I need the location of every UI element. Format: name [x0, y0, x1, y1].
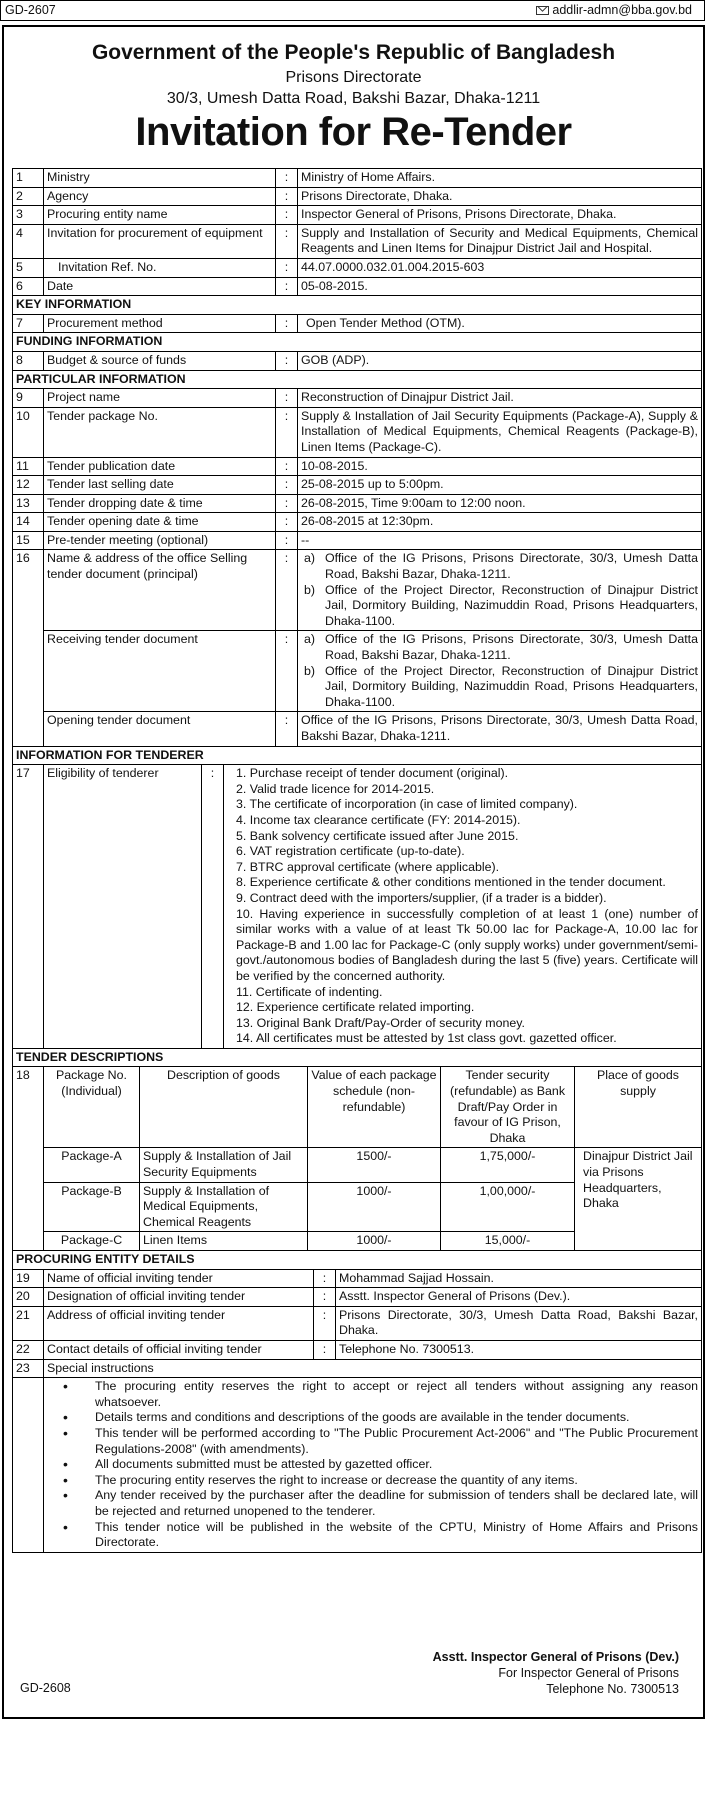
list-item: 6. VAT registration certificate (up-to-date). — [236, 844, 465, 859]
row-value: Supply & Installation of Jail Security Equipments (Package-A), Supply & Installation of Medical Equipments, Chemical Reagents (Package-B), Linen Items (Package-C). — [298, 407, 702, 457]
eligibility-list — [224, 765, 702, 1049]
row-no: 1 — [13, 169, 44, 188]
table-row — [13, 765, 702, 1049]
row-no: 18 — [13, 1067, 44, 1251]
eligibility-table — [12, 764, 702, 1067]
row-no: 12 — [13, 476, 44, 495]
table-row — [13, 314, 702, 333]
package-value: 1000/- — [308, 1232, 441, 1251]
table-row — [13, 476, 702, 495]
row-label: Project name — [44, 389, 276, 408]
table-row — [13, 513, 702, 532]
list-item: • This tender notice will be published in the website of the CPTU, Ministry of Home Affairs and Prisons Directorate. — [47, 1520, 698, 1551]
row-value: 05-08-2015. — [298, 277, 702, 296]
envelope-icon — [536, 6, 549, 15]
row-label: Date — [44, 277, 276, 296]
table-row — [13, 351, 702, 370]
colon: : — [276, 258, 298, 277]
row-no: 19 — [13, 1269, 44, 1288]
list-item: • Details terms and conditions and descriptions of the goods are available in the tender documents. — [47, 1410, 698, 1426]
package-no: Package-A — [44, 1148, 140, 1182]
row-label: Pre-tender meeting (optional) — [44, 531, 276, 550]
row-label: Ministry — [44, 169, 276, 188]
row-value: Mohammad Sajjad Hossain. — [336, 1269, 702, 1288]
row-value: Reconstruction of Dinajpur District Jail. — [298, 389, 702, 408]
package-security: 1,00,000/- — [441, 1182, 575, 1232]
row-label: Special instructions — [44, 1359, 702, 1378]
list-item: • All documents submitted must be attested by gazetted officer. — [47, 1457, 698, 1473]
row-no: 5 — [13, 258, 44, 277]
row-value: Inspector General of Prisons, Prisons Directorate, Dhaka. — [298, 206, 702, 225]
table-row — [13, 1359, 702, 1378]
colon: : — [276, 224, 298, 258]
row-value: Ministry of Home Affairs. — [298, 169, 702, 188]
table-row — [13, 169, 702, 188]
colon: : — [276, 550, 298, 631]
list-item: 7. BTRC approval certificate (where applicable). — [236, 859, 500, 874]
row-value: Telephone No. 7300513. — [336, 1340, 702, 1359]
column-header: Package No. (Individual) — [44, 1067, 140, 1148]
package-goods: Supply & Installation of Jail Security Equipments — [140, 1148, 308, 1182]
signature-block — [433, 1649, 679, 1697]
row-value: Prisons Directorate, 30/3, Umesh Datta Road, Bakshi Bazar, Dhaka. — [336, 1306, 702, 1340]
office-address: Office of the Project Director, Reconstruction of Dinajpur District Jail, Dormitory Building, Nazimuddin Road, Prisons Headquarters, Dhaka-1100. — [325, 582, 698, 628]
row-value: 26-08-2015, Time 9:00am to 12:00 noon. — [298, 494, 702, 513]
colon: : — [202, 765, 224, 1049]
row-no: 13 — [13, 494, 44, 513]
colon: : — [276, 187, 298, 206]
row-no: 11 — [13, 457, 44, 476]
package-no: Package-B — [44, 1182, 140, 1232]
package-security: 15,000/- — [441, 1232, 575, 1251]
colon: : — [276, 389, 298, 408]
row-no: 14 — [13, 513, 44, 532]
table-row — [13, 712, 702, 746]
row-label: Tender opening date & time — [44, 513, 276, 532]
list-marker: a) — [304, 551, 316, 566]
colon: : — [276, 457, 298, 476]
row-no: 21 — [13, 1306, 44, 1340]
signature-designation: Asstt. Inspector General of Prisons (Dev.) — [432, 1650, 679, 1664]
instructions-list — [47, 1379, 698, 1551]
office-address: Office of the Project Director, Reconstruction of Dinajpur District Jail, Dormitory Building, Nazimuddin Road, Prisons Headquarters, Dhaka-1100. — [325, 663, 698, 709]
list-item: 11. Certificate of indenting. — [236, 984, 383, 999]
row-no: 23 — [13, 1359, 44, 1378]
column-header: Place of goods supply — [575, 1067, 702, 1148]
row-label: Tender dropping date & time — [44, 494, 276, 513]
column-header: Tender security (refundable) as Bank Draft/Pay Order in favour of IG Prison, Dhaka — [441, 1067, 575, 1148]
row-value: Open Tender Method (OTM). — [298, 314, 702, 333]
row-value: GOB (ADP). — [298, 351, 702, 370]
list-item — [301, 583, 698, 630]
row-value: Prisons Directorate, Dhaka. — [298, 187, 702, 206]
section-heading-particular — [13, 370, 702, 389]
signature-phone: Telephone No. 7300513 — [546, 1682, 679, 1696]
section-title: FUNDING INFORMATION — [13, 333, 702, 352]
row-label: Tender package No. — [44, 407, 276, 457]
row-value: 26-08-2015 at 12:30pm. — [298, 513, 702, 532]
colon: : — [276, 631, 298, 712]
row-value: Supply and Installation of Security and Medical Equipments, Chemical Reagents and Linen Items for Dinajpur District Jail and Hospital. — [298, 224, 702, 258]
table-row — [13, 277, 702, 296]
table-row — [13, 1288, 702, 1307]
colon: : — [276, 513, 298, 532]
row-label: Agency — [44, 187, 276, 206]
row-label: Designation of official inviting tender — [44, 1288, 314, 1307]
row-no: 7 — [13, 314, 44, 333]
colon: : — [276, 351, 298, 370]
row-no: 15 — [13, 531, 44, 550]
package-value: 1000/- — [308, 1182, 441, 1232]
table-row — [13, 407, 702, 457]
row-no: 20 — [13, 1288, 44, 1307]
government-title: Government of the People's Republic of Bangladesh — [91, 41, 616, 64]
row-label: Budget & source of funds — [44, 351, 276, 370]
row-value: 25-08-2015 up to 5:00pm. — [298, 476, 702, 495]
colon: : — [314, 1269, 336, 1288]
list-item — [301, 664, 698, 711]
table-row — [13, 550, 702, 631]
section-title: KEY INFORMATION — [13, 296, 702, 315]
table-row — [13, 389, 702, 408]
section-heading-entity — [13, 1251, 702, 1270]
column-header: Value of each package schedule (non-refundable) — [308, 1067, 441, 1148]
department-name: Prisons Directorate — [285, 69, 422, 86]
entity-table — [12, 1250, 702, 1553]
office-list — [301, 632, 698, 710]
section-title: TENDER DESCRIPTIONS — [13, 1048, 702, 1067]
colon: : — [276, 531, 298, 550]
row-label: Procurement method — [44, 314, 276, 333]
row-label: Eligibility of tenderer — [44, 765, 202, 1049]
list-item: 5. Bank solvency certificate issued after June 2015. — [236, 828, 519, 843]
list-marker: a) — [304, 632, 316, 647]
row-label: Tender publication date — [44, 457, 276, 476]
section-heading-tenderer — [13, 746, 702, 765]
colon: : — [314, 1306, 336, 1340]
table-row — [13, 206, 702, 225]
row-label: Tender last selling date — [44, 476, 276, 495]
package-no: Package-C — [44, 1232, 140, 1251]
section-heading-funding — [13, 333, 702, 352]
row-value — [298, 631, 702, 712]
list-item: 1. Purchase receipt of tender document (original). — [236, 766, 509, 781]
info-table-1 — [12, 168, 702, 1553]
signature-for: For Inspector General of Prisons — [498, 1666, 679, 1680]
table-row — [13, 1148, 702, 1182]
row-label: Name & address of the office Selling tender document (principal) — [44, 550, 276, 631]
row-value: 44.07.0000.032.01.004.2015-603 — [298, 258, 702, 277]
section-title: INFORMATION FOR TENDERER — [13, 746, 702, 765]
list-item: 8. Experience certificate & other conditions mentioned in the tender document. — [236, 875, 666, 890]
colon: : — [276, 206, 298, 225]
table-row — [13, 1067, 702, 1148]
list-marker: b) — [304, 582, 316, 597]
row-label: Procuring entity name — [44, 206, 276, 225]
table-row — [13, 457, 702, 476]
list-item: 4. Income tax clearance certificate (FY: 2014-2015). — [236, 812, 521, 827]
notice-frame — [2, 25, 705, 1719]
section-heading-key — [13, 296, 702, 315]
colon: : — [276, 476, 298, 495]
package-goods: Linen Items — [140, 1232, 308, 1251]
row-label: Name of official inviting tender — [44, 1269, 314, 1288]
list-item: 14. All certificates must be attested by 1st class govt. gazetted officer. — [236, 1031, 617, 1046]
table-row — [13, 187, 702, 206]
package-goods: Supply & Installation of Medical Equipments, Chemical Reagents — [140, 1182, 308, 1232]
row-value: Asstt. Inspector General of Prisons (Dev.). — [336, 1288, 702, 1307]
row-no: 3 — [13, 206, 44, 225]
office-address: Office of the IG Prisons, Prisons Directorate, 30/3, Umesh Datta Road, Bakshi Bazar, Dhaka-1211. — [325, 632, 698, 663]
row-no: 10 — [13, 407, 44, 457]
colon: : — [276, 494, 298, 513]
list-item: 3. The certificate of incorporation (in case of limited company). — [236, 797, 578, 812]
gd-code-top: GD-2607 — [5, 3, 56, 17]
section-title: PARTICULAR INFORMATION — [13, 370, 702, 389]
descriptions-table — [12, 1066, 702, 1251]
colon: : — [276, 314, 298, 333]
row-value: 10-08-2015. — [298, 457, 702, 476]
row-value — [298, 550, 702, 631]
list-item: 2. Valid trade licence for 2014-2015. — [236, 781, 435, 796]
row-no: 4 — [13, 224, 44, 258]
row-value: -- — [298, 531, 702, 550]
list-item: 10. Having experience in successfully completion of at least 1 (one) number of similar works with a value of at least Tk 50.00 lac for Package-A, 10.00 lac for Package-B and 1.00 lac for Package-C (only supply works) under government/semi-govt./autonomous bodies of Bangladesh during the last 5 (five) years. Certificate will be verified by the concerned authority. — [236, 906, 698, 983]
list-marker: b) — [304, 663, 316, 678]
row-label: Invitation for procurement of equipment — [44, 224, 276, 258]
row-no: 9 — [13, 389, 44, 408]
list-item: • The procuring entity reserves the right to accept or reject all tenders without assigning any reason whatsoever. — [47, 1379, 698, 1410]
row-no: 16 — [13, 550, 44, 746]
notice-title: Invitation for Re-Tender — [135, 110, 572, 154]
list-item: • This tender will be performed according to "The Public Procurement Act-2006" and "The Public Procurement Regulations-2008" (with amendments). — [47, 1426, 698, 1457]
section-heading-descriptions — [13, 1048, 702, 1067]
package-security: 1,75,000/- — [441, 1148, 575, 1182]
empty-cell — [13, 1378, 44, 1553]
list-item: 9. Contract deed with the importers/supplier, (if a trader is a bidder). — [236, 890, 607, 905]
colon: : — [314, 1288, 336, 1307]
row-no: 22 — [13, 1340, 44, 1359]
department-address: 30/3, Umesh Datta Road, Bakshi Bazar, Dhaka-1211 — [166, 90, 541, 107]
table-row — [13, 1269, 702, 1288]
column-header: Description of goods — [140, 1067, 308, 1148]
row-no: 17 — [13, 765, 44, 1049]
list-item: 12. Experience certificate related importing. — [236, 1000, 475, 1015]
table-row — [13, 1378, 702, 1553]
top-bar — [0, 0, 705, 21]
list-item: 13. Original Bank Draft/Pay-Order of security money. — [236, 1015, 525, 1030]
row-label: Receiving tender document — [44, 631, 276, 712]
table-row — [13, 631, 702, 712]
row-no: 2 — [13, 187, 44, 206]
table-row — [13, 1340, 702, 1359]
table-row — [13, 494, 702, 513]
office-address: Office of the IG Prisons, Prisons Directorate, 30/3, Umesh Datta Road, Bakshi Bazar, Dhaka-1211. — [325, 551, 698, 582]
package-value: 1500/- — [308, 1148, 441, 1182]
email-address: addlir-admn@bba.gov.bd — [536, 1, 692, 20]
list-item: • The procuring entity reserves the right to increase or decrease the quantity of any items. — [47, 1473, 698, 1489]
table-row — [13, 258, 702, 277]
colon: : — [276, 712, 298, 746]
row-value: Office of the IG Prisons, Prisons Directorate, 30/3, Umesh Datta Road, Bakshi Bazar, Dhaka-1211. — [298, 712, 702, 746]
section-title: PROCURING ENTITY DETAILS — [13, 1251, 702, 1270]
office-list — [301, 551, 698, 629]
row-no: 8 — [13, 351, 44, 370]
colon: : — [276, 169, 298, 188]
table-row — [13, 224, 702, 258]
special-instructions — [44, 1378, 702, 1553]
table-row — [13, 531, 702, 550]
row-label: Contact details of official inviting tender — [44, 1340, 314, 1359]
colon: : — [276, 407, 298, 457]
list-item — [301, 551, 698, 582]
colon: : — [276, 277, 298, 296]
row-label: Invitation Ref. No. — [44, 258, 276, 277]
supply-place: Dinajpur District Jail via Prisons Headquarters, Dhaka — [575, 1148, 702, 1251]
list-item — [301, 632, 698, 663]
list-item: • Any tender received by the purchaser after the deadline for submission of tenders shall be declared late, will be rejected and returned unopened to the tenderer. — [47, 1488, 698, 1519]
row-no: 6 — [13, 277, 44, 296]
row-label: Opening tender document — [44, 712, 276, 746]
row-label: Address of official inviting tender — [44, 1306, 314, 1340]
table-row — [13, 1306, 702, 1340]
colon: : — [314, 1340, 336, 1359]
gd-code-bottom: GD-2608 — [20, 1681, 71, 1695]
